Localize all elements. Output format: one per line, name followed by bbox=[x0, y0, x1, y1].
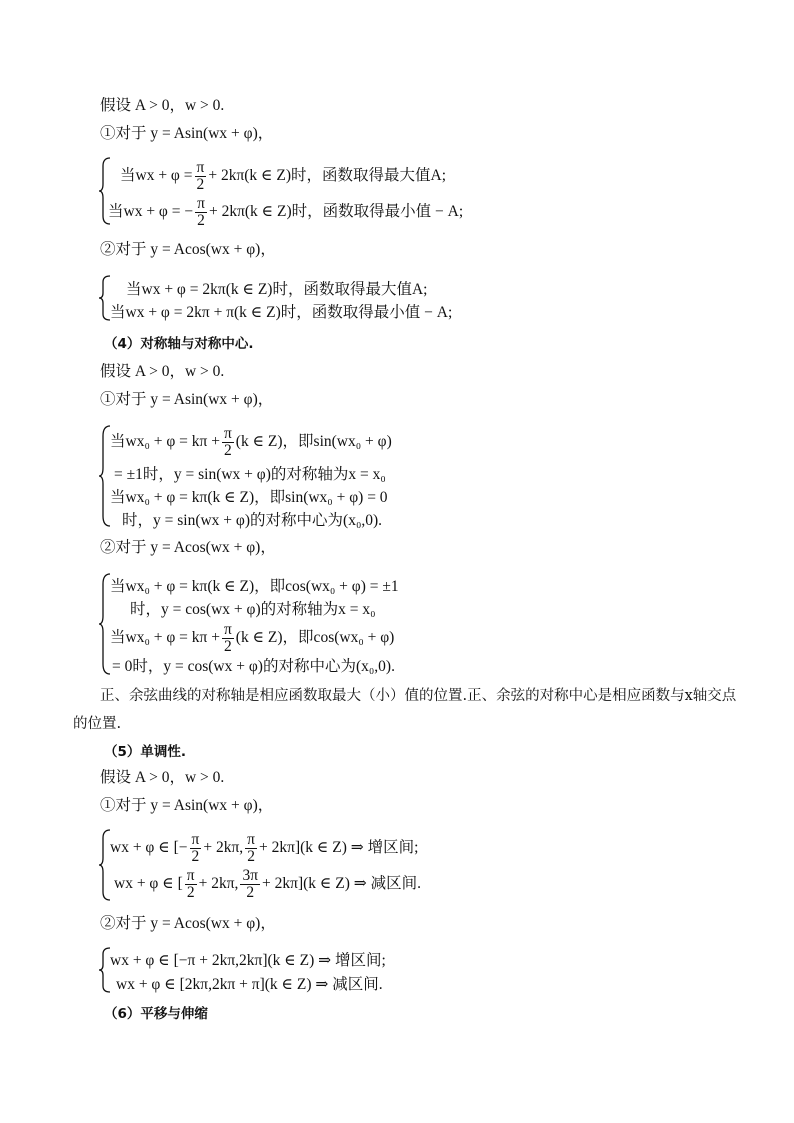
sin-center-line-b: 时，y = sin(wx + φ)的对称中心为(x₀,0). bbox=[122, 512, 383, 529]
sin-axis-line-b: = ±1时，y = sin(wx + φ)的对称轴为x = x₀ bbox=[114, 466, 386, 483]
sin-max-case: 当wx + φ = $\frac{\pi}{2}$ + 2kπ(k ∈ Z)时，函数取得最大值A; bbox=[120, 159, 447, 193]
sin-header-1: ①对于 y = Asin(wx + φ)， bbox=[100, 125, 274, 142]
assume-line-3: 假设 A > 0，w > 0. bbox=[100, 769, 225, 786]
assume-line-2: 假设 A > 0，w > 0. bbox=[100, 363, 225, 380]
sin-min-case: 当wx + φ = − $\frac{\pi}{2}$ + 2kπ(k ∈ Z)时，函数取得最小值 − A; bbox=[108, 195, 464, 229]
cos-header-1: ②对于 y = Acos(wx + φ)， bbox=[100, 241, 276, 258]
sin-increasing-interval: wx + φ ∈ [− $\frac{\pi}{2}$ + 2kπ, $\frac{\pi}{2}$ + 2kπ](k ∈ Z) ⇒ 增区间; bbox=[110, 831, 419, 865]
sin-center-line-a: 当wx₀ + φ = kπ(k ∈ Z)，即sin(wx₀ + φ) = 0 bbox=[110, 489, 388, 506]
cos-decreasing-interval: wx + φ ∈ [2kπ,2kπ + π](k ∈ Z) ⇒ 减区间. bbox=[116, 976, 383, 993]
section-6-title: （6）平移与伸缩 bbox=[104, 1006, 208, 1022]
cos-header-3: ②对于 y = Acos(wx + φ)， bbox=[100, 915, 276, 932]
note-line-1: 正、余弦曲线的对称轴是相应函数取最大（小）值的位置.正、余弦的对称中心是相应函数与x轴交点 bbox=[100, 688, 737, 704]
cos-center-line-b: = 0时，y = cos(wx + φ)的对称中心为(x₀,0). bbox=[112, 658, 395, 675]
sin-axis-line-a: 当wx₀ + φ = kπ + $\frac{\pi}{2}$ (k ∈ Z)，即sin(wx₀ + φ) bbox=[110, 425, 392, 459]
cos-axis-line-b: 时，y = cos(wx + φ)的对称轴为x = x₀ bbox=[130, 601, 376, 618]
cos-min-case: 当wx + φ = 2kπ + π(k ∈ Z)时，函数取得最小值 − A; bbox=[110, 304, 453, 321]
note-line-2: 的位置. bbox=[73, 716, 122, 732]
sin-header-3: ①对于 y = Asin(wx + φ)， bbox=[100, 797, 274, 814]
section-4-title: （4）对称轴与对称中心. bbox=[104, 336, 254, 352]
section-5-title: （5）单调性. bbox=[104, 744, 187, 760]
assume-line-1: 假设 A > 0，w > 0. bbox=[100, 97, 225, 114]
sin-header-2: ①对于 y = Asin(wx + φ)， bbox=[100, 391, 274, 408]
cos-axis-line-a: 当wx₀ + φ = kπ(k ∈ Z)，即cos(wx₀ + φ) = ±1 bbox=[110, 578, 399, 595]
cos-increasing-interval: wx + φ ∈ [−π + 2kπ,2kπ](k ∈ Z) ⇒ 增区间; bbox=[110, 952, 386, 969]
sin-decreasing-interval: wx + φ ∈ [ $\frac{\pi}{2}$ + 2kπ, $\frac{3\pi}{2}$ + 2kπ](k ∈ Z) ⇒ 减区间. bbox=[114, 867, 421, 901]
cos-center-line-a: 当wx₀ + φ = kπ + $\frac{\pi}{2}$ (k ∈ Z)，即cos(wx₀ + φ) bbox=[110, 621, 395, 655]
cos-max-case: 当wx + φ = 2kπ(k ∈ Z)时，函数取得最大值A; bbox=[126, 281, 428, 298]
cos-header-2: ②对于 y = Acos(wx + φ)， bbox=[100, 539, 276, 556]
